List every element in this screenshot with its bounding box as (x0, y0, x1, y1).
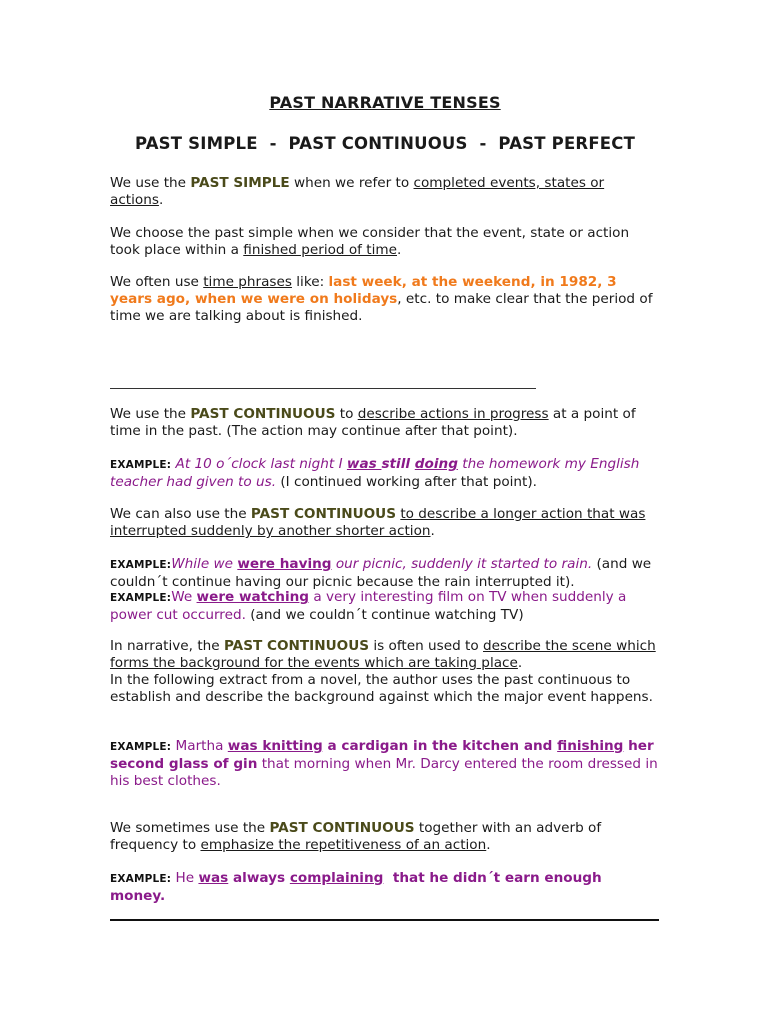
example-film: EXAMPLE:We were watching a very interesting film on TV when suddenly a power cut occurred. (and we couldn´t continue watching TV) (110, 589, 627, 623)
paragraph-time-phrases: We often use time phrases like: last week, at the weekend, in 1982, 3 years ago, when we were on holidays, etc. to make clear that the period of time we are talking about is finished. (110, 274, 653, 324)
example-picnic: EXAMPLE:While we were having our picnic, suddenly it started to rain. (and we couldn´t continue having our picnic because the rain interrupted it). (110, 556, 652, 590)
paragraph-adverb-frequency: We sometimes use the PAST CONTINUOUS together with an adverb of frequency to emphasize the repetitiveness of an action. (110, 820, 602, 853)
paragraph-narrative-background: In narrative, the PAST CONTINUOUS is often used to describe the scene which forms the background for the events which are taking place. In the following extract from a novel, the author uses the past continuous to establish and describe the background against which the major event happens. (110, 638, 656, 705)
example-martha: EXAMPLE: Martha was knitting a cardigan in the kitchen and finishing her second glass of gin that morning when Mr. Darcy entered the room dressed in his best clothes. (110, 738, 658, 789)
paragraph-past-simple-use: We use the PAST SIMPLE when we refer to completed events, states or actions. (110, 175, 605, 208)
example-homework: EXAMPLE: At 10 o´clock last night I was still doing the homework my English teacher had given to us. (I continued working after that point). (110, 456, 640, 490)
paragraph-interrupted-action: We can also use the PAST CONTINUOUS to describe a longer action that was interrupted suddenly by another shorter action. (110, 506, 646, 539)
example-complaining: EXAMPLE: He was always complaining that he didn´t earn enough money. (110, 870, 607, 904)
paragraph-past-continuous-use: We use the PAST CONTINUOUS to describe actions in progress at a point of time in the past. (The action may continue after that point). (110, 406, 636, 439)
document-title: PAST NARRATIVE TENSES (269, 93, 501, 112)
document-subtitle: PAST SIMPLE - PAST CONTINUOUS - PAST PERFECT (134, 134, 636, 153)
bottom-divider (110, 919, 659, 921)
section-divider (110, 388, 536, 389)
paragraph-past-simple-choice: We choose the past simple when we consider that the event, state or action took place within a finished period of time. (110, 225, 630, 258)
